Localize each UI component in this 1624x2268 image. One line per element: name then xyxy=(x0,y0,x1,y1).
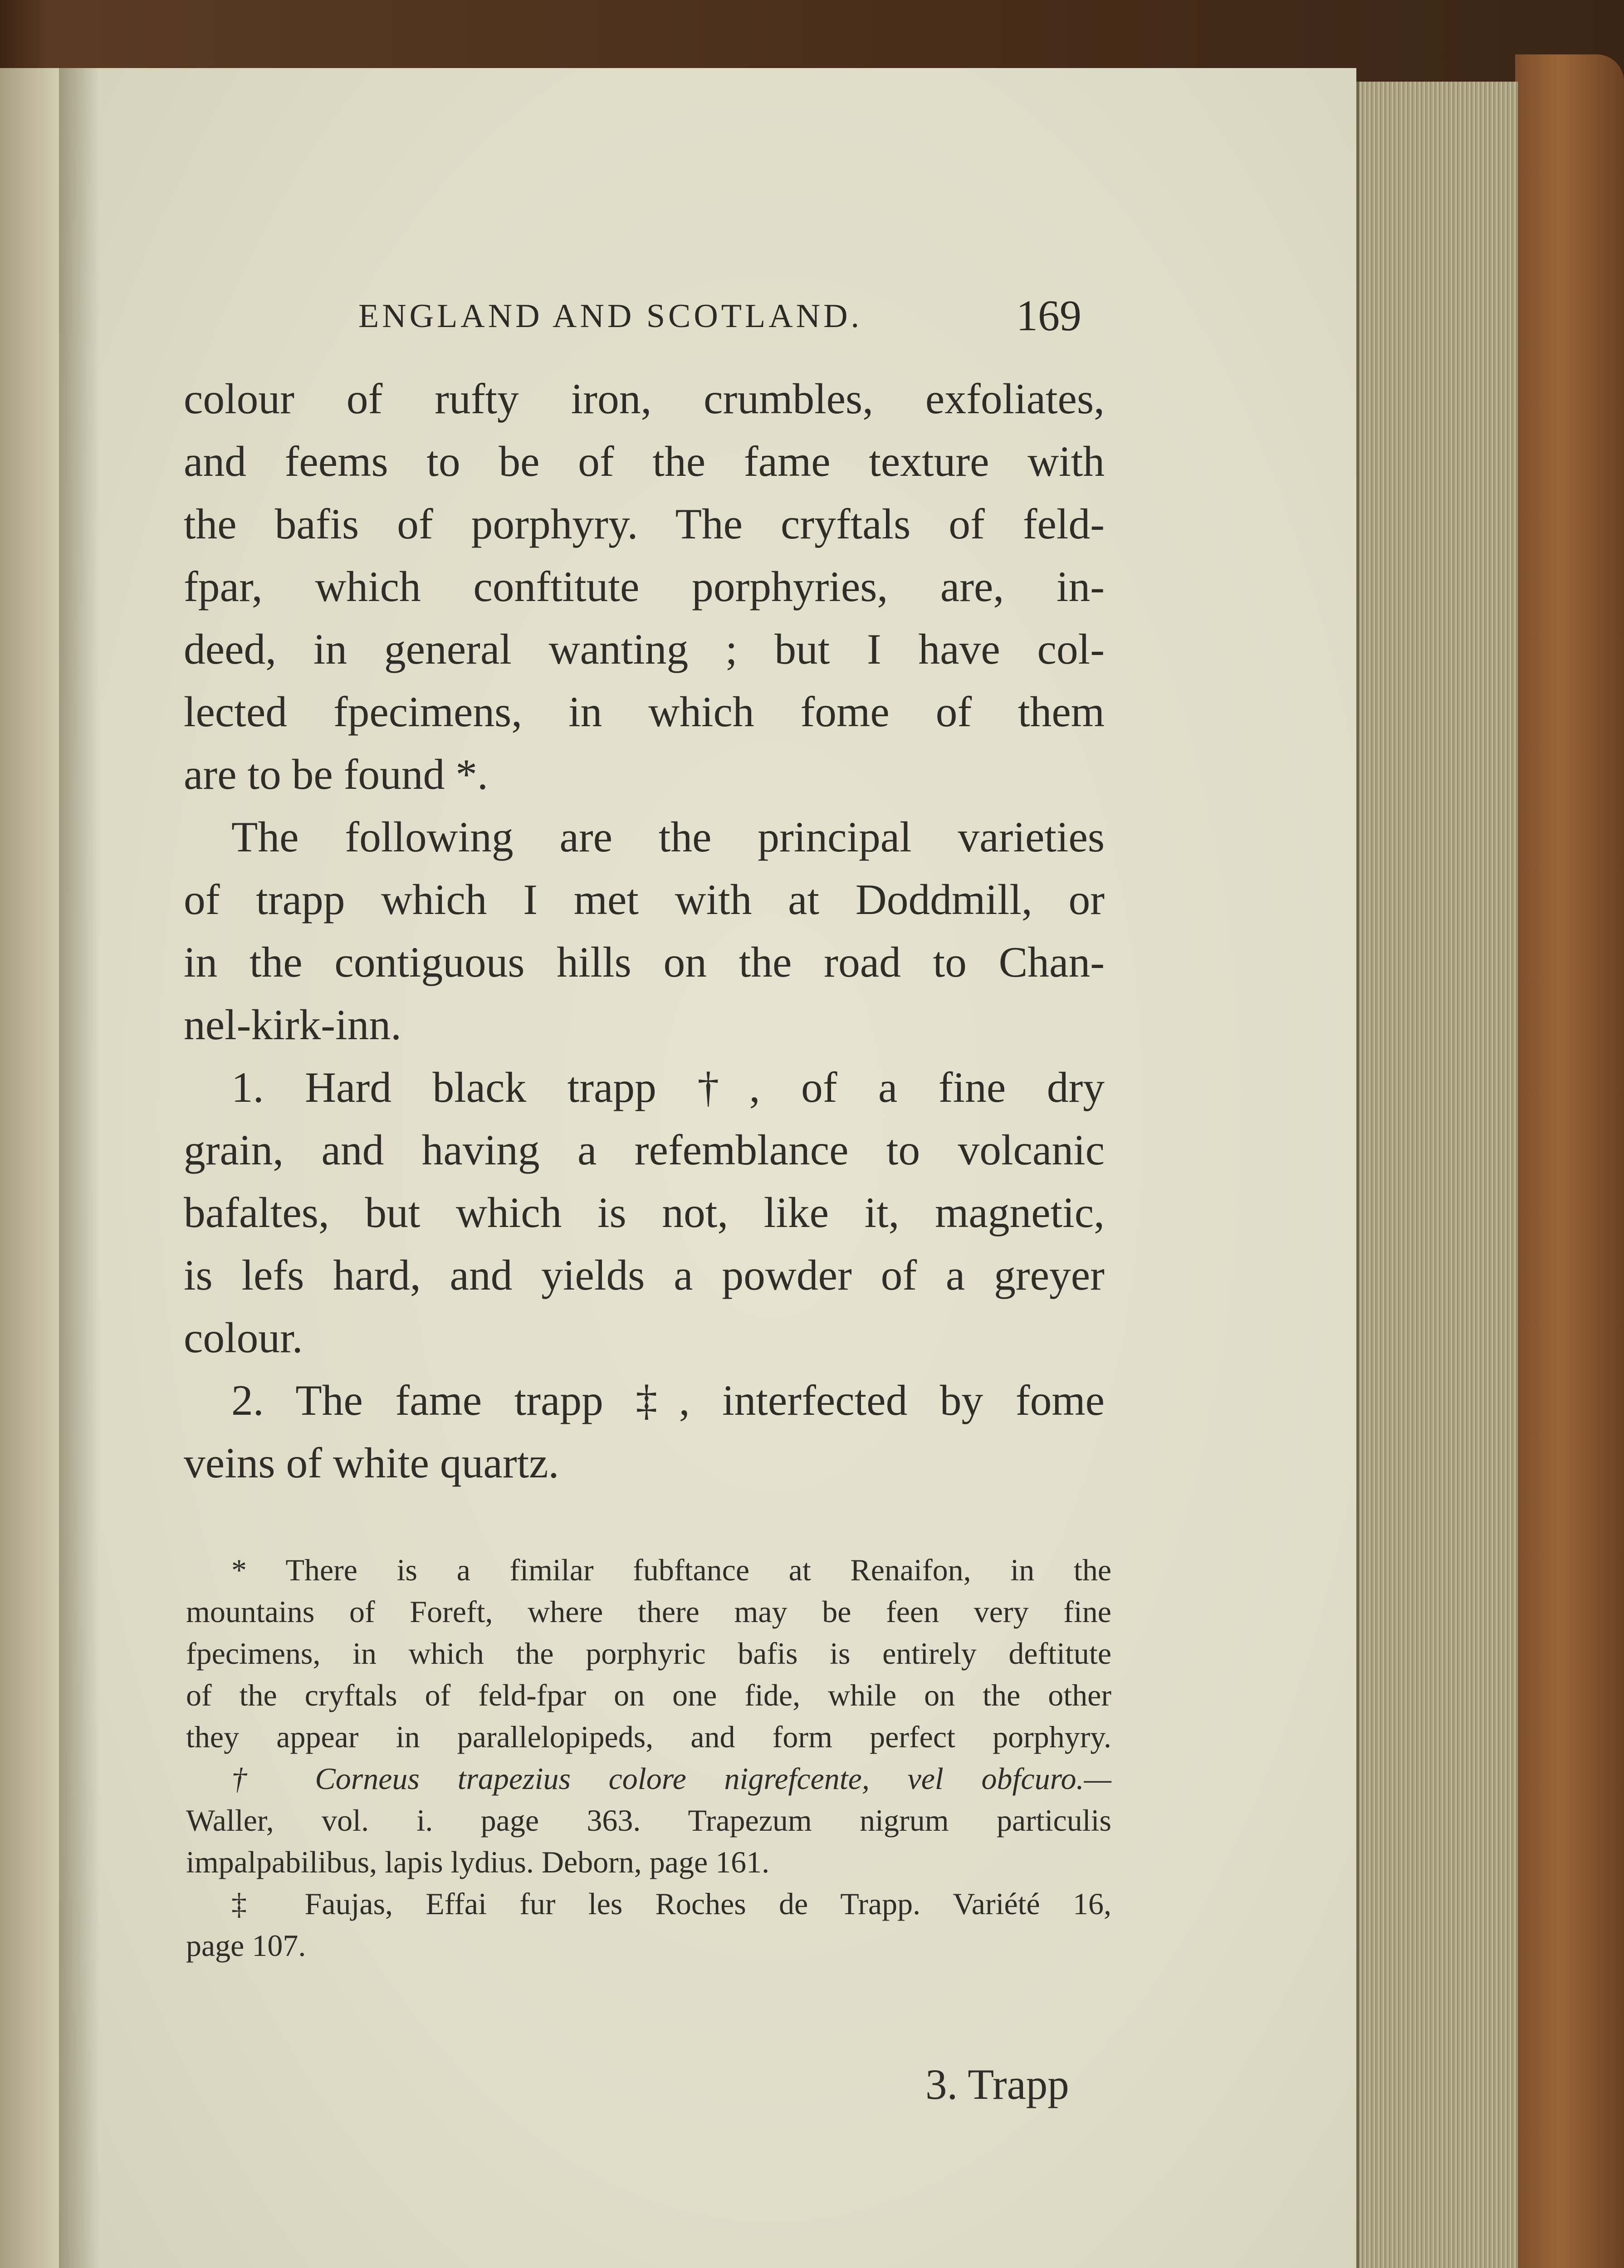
footnote-line: of the cryftals of feld-fpar on one fide, while on the other xyxy=(186,1678,1111,1712)
body-line: bafaltes, but which is not, like it, magnetic, xyxy=(184,1188,1105,1237)
page-number: 169 xyxy=(1016,291,1081,340)
footnote-line: Waller, vol. i. page 363. Trapezum nigrum particulis xyxy=(186,1803,1111,1838)
body-line: The following are the principal varieties xyxy=(231,813,1105,861)
body-line: fpar, which conftitute porphyries, are, in- xyxy=(184,562,1105,611)
body-line: veins of white quartz. xyxy=(184,1439,559,1487)
body-line: colour. xyxy=(184,1314,303,1362)
catchword: 3. Trapp xyxy=(925,2060,1069,2108)
body-line: deed, in general wanting ; but I have col- xyxy=(184,625,1105,673)
body-line: in the contiguous hills on the road to Chan- xyxy=(184,938,1105,986)
footnote-line: they appear in parallelopipeds, and form perfect porphyry. xyxy=(186,1720,1111,1754)
body-line: colour of rufty iron, crumbles, exfoliates, xyxy=(184,375,1105,423)
body-line: the bafis of porphyry. The cryftals of feld- xyxy=(184,500,1105,548)
footnote-line: impalpabilibus, lapis lydius. Deborn, page 161. xyxy=(186,1845,770,1879)
body-line: 2. The fame trapp ‡, interfected by fome xyxy=(231,1376,1105,1424)
footnote-line: fpecimens, in which the porphyric bafis is entirely deftitute xyxy=(186,1636,1111,1671)
body-line: nel-kirk-inn. xyxy=(184,1001,402,1049)
footnote-line: mountains of Foreft, where there may be feen very fine xyxy=(186,1594,1111,1629)
book-cover-edge xyxy=(1515,54,1624,2268)
body-line: are to be found *. xyxy=(184,750,488,798)
footnote-line: ‡ Faujas, Effai fur les Roches de Trapp. Variété 16, xyxy=(231,1887,1111,1921)
footnote-line: * There is a fimilar fubftance at Renaifon, in the xyxy=(231,1553,1111,1587)
body-text xyxy=(184,367,1105,1494)
body-line: of trapp which I met with at Doddmill, or xyxy=(184,875,1105,924)
body-line: is lefs hard, and yields a powder of a greyer xyxy=(184,1251,1105,1299)
footnote-line: † Corneus trapezius colore nigrefcente, vel obfcuro.— xyxy=(231,1761,1111,1796)
footnote-line: page 107. xyxy=(186,1928,306,1963)
footnotes xyxy=(186,1549,1111,1966)
body-line: grain, and having a refemblance to volcanic xyxy=(184,1126,1105,1174)
page-gutter-shadow xyxy=(59,68,100,2268)
left-page-edge xyxy=(0,68,59,2268)
body-line: 1. Hard black trapp †, of a fine dry xyxy=(231,1063,1105,1111)
body-line: lected fpecimens, in which fome of them xyxy=(184,688,1105,736)
page-block-edges xyxy=(1356,82,1518,2268)
running-head: ENGLAND AND SCOTLAND. xyxy=(358,298,863,335)
body-line: and feems to be of the fame texture with xyxy=(184,437,1105,485)
